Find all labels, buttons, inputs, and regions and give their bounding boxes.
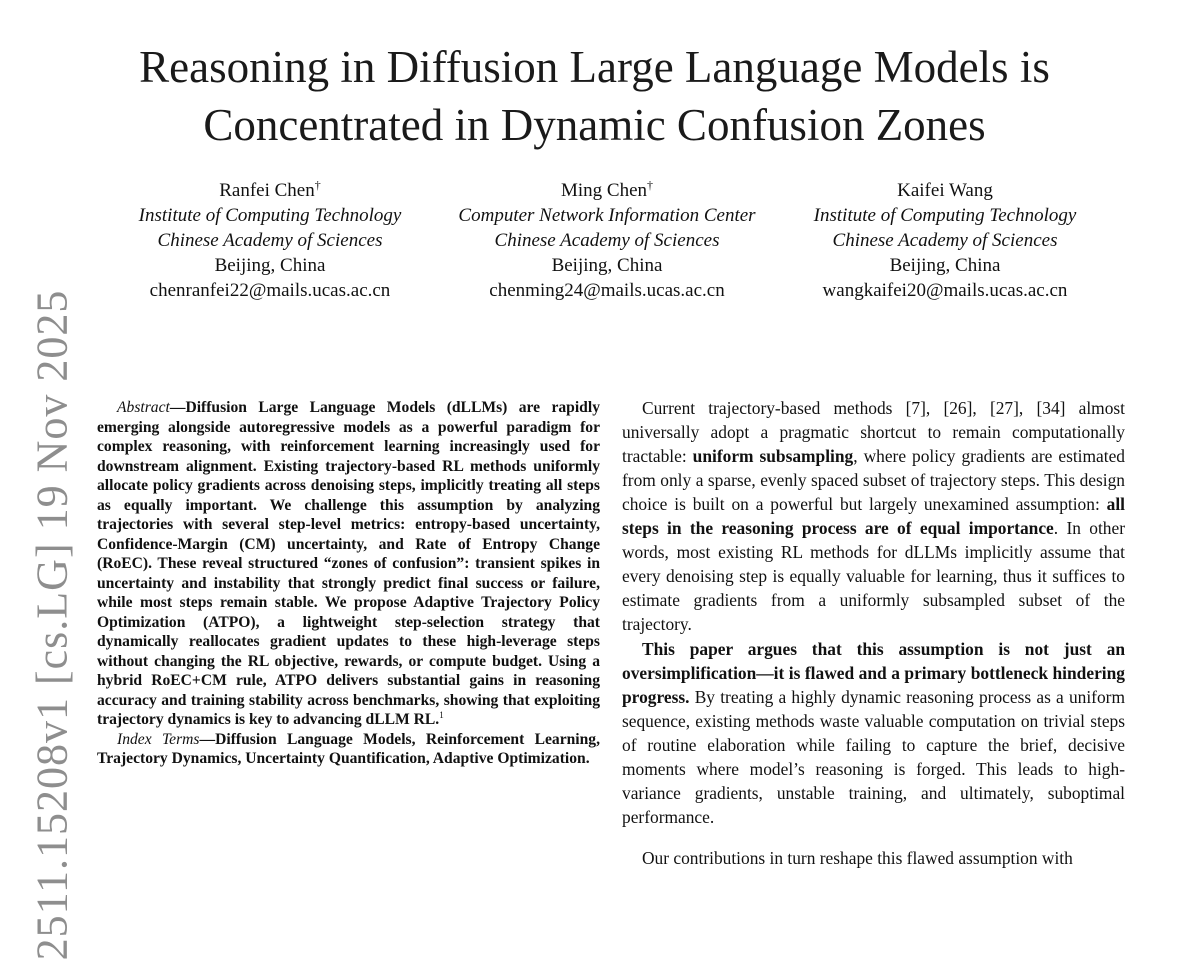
abstract-column	[97, 398, 600, 769]
title-line-1: Reasoning in Diffusion Large Language Models is	[139, 42, 1050, 92]
author-affiliation: Institute of Computing Technology	[138, 205, 402, 226]
index-terms	[97, 730, 600, 769]
author-name: Kaifei Wang	[897, 180, 993, 201]
author-location: Beijing, China	[889, 255, 1001, 276]
paper-title	[0, 38, 1189, 154]
equal-contribution-mark: †	[314, 178, 321, 192]
author-affiliation: Chinese Academy of Sciences	[832, 230, 1058, 251]
index-terms-label: Index Terms	[117, 730, 200, 748]
index-terms-text: —Diffusion Language Models, Reinforcement Learning, Trajectory Dynamics, Uncertainty Quantification, Adaptive Optimization.	[97, 730, 600, 767]
author-email[interactable]: chenming24@mails.ucas.ac.cn	[489, 280, 725, 301]
body-paragraph-partial: Our contributions in turn reshape this flawed assumption with	[642, 848, 1073, 868]
author-block-1	[80, 178, 460, 303]
body-paragraph: Current trajectory-based methods [7], [26], [27], [34] almost universally adopt a pragmatic shortcut to remain computationally tractable: uniform subsampling, where policy gradients are estimated from only a sparse, evenly spaced subset of trajectory steps. This design choice is built on a powerful but largely unexamined assumption: all steps in the reasoning process are of equal importance. In other words, most existing RL methods for dLLMs implicitly assume that every denoising step is equally valuable for learning, thus it suffices to estimate gradients from a uniformly subsampled subset of the trajectory.	[622, 398, 1125, 634]
body-paragraph: This paper argues that this assumption is not just an oversimplification—it is flawed and a primary bottleneck hindering progress. By treating a highly dynamic reasoning process as a uniform sequence, existing methods waste valuable computation on trivial steps of routine elaboration while failing to capture the brief, decisive moments where model’s reasoning is forged. This leads to high-variance gradients, unstable training, and ultimately, suboptimal performance.	[622, 639, 1125, 827]
emphasis: uniform subsampling	[692, 446, 854, 466]
arxiv-identifier: 2511.15208v1 [cs.LG] 19 Nov 2025	[27, 289, 77, 960]
abstract-label: Abstract	[117, 399, 170, 416]
author-location: Beijing, China	[214, 255, 326, 276]
author-email[interactable]: chenranfei22@mails.ucas.ac.cn	[149, 280, 391, 301]
author-email[interactable]: wangkaifei20@mails.ucas.ac.cn	[822, 280, 1068, 301]
author-affiliation: Chinese Academy of Sciences	[494, 230, 720, 251]
footnote-marker[interactable]: 1	[439, 710, 444, 720]
author-name: Ming Chen†	[560, 178, 654, 201]
author-name: Ranfei Chen†	[219, 178, 321, 201]
body-column	[622, 396, 1125, 829]
abstract-text: —Diffusion Large Language Models (dLLMs) are rapidly emerging alongside autoregressive models as a powerful paradigm for complex reasoning, with reinforcement learning increasingly used for downstream alignment. Existing trajectory-based RL methods uniformly allocate policy gradients across denoising steps, implicitly treating all steps as equally important. We challenge this assumption by analyzing trajectories with several step-level metrics: entropy-based uncertainty, Confidence-Margin (CM) uncertainty, and Rate of Entropy Change (RoEC). These reveal structured “zones of confusion”: transient spikes in uncertainty and instability that strongly predict final success or failure, while most steps remain stable. We propose Adaptive Trajectory Policy Optimization (ATPO), a lightweight step-selection strategy that dynamically reallocates gradient updates to these high-leverage steps without changing the RL objective, rewards, or compute budget. Using a hybrid RoEC+CM rule, ATPO delivers substantial gains in reasoning accuracy and training stability across benchmarks, showing that exploiting trajectory dynamics is key to advancing dLLM RL.	[97, 399, 600, 728]
author-block-2	[417, 178, 797, 303]
author-location: Beijing, China	[551, 255, 663, 276]
emphasis: This paper argues that this assumption is not just an oversimplification—it is flawed and a primary bottleneck hindering progress.	[622, 639, 1125, 707]
author-block-3	[755, 178, 1135, 303]
abstract	[97, 398, 600, 730]
equal-contribution-mark: †	[647, 178, 654, 192]
title-line-2: Concentrated in Dynamic Confusion Zones	[203, 100, 986, 150]
author-affiliation: Institute of Computing Technology	[813, 205, 1077, 226]
author-affiliation: Computer Network Information Center	[458, 205, 756, 226]
author-affiliation: Chinese Academy of Sciences	[157, 230, 383, 251]
emphasis: all steps in the reasoning process are of equal importance	[622, 494, 1125, 538]
